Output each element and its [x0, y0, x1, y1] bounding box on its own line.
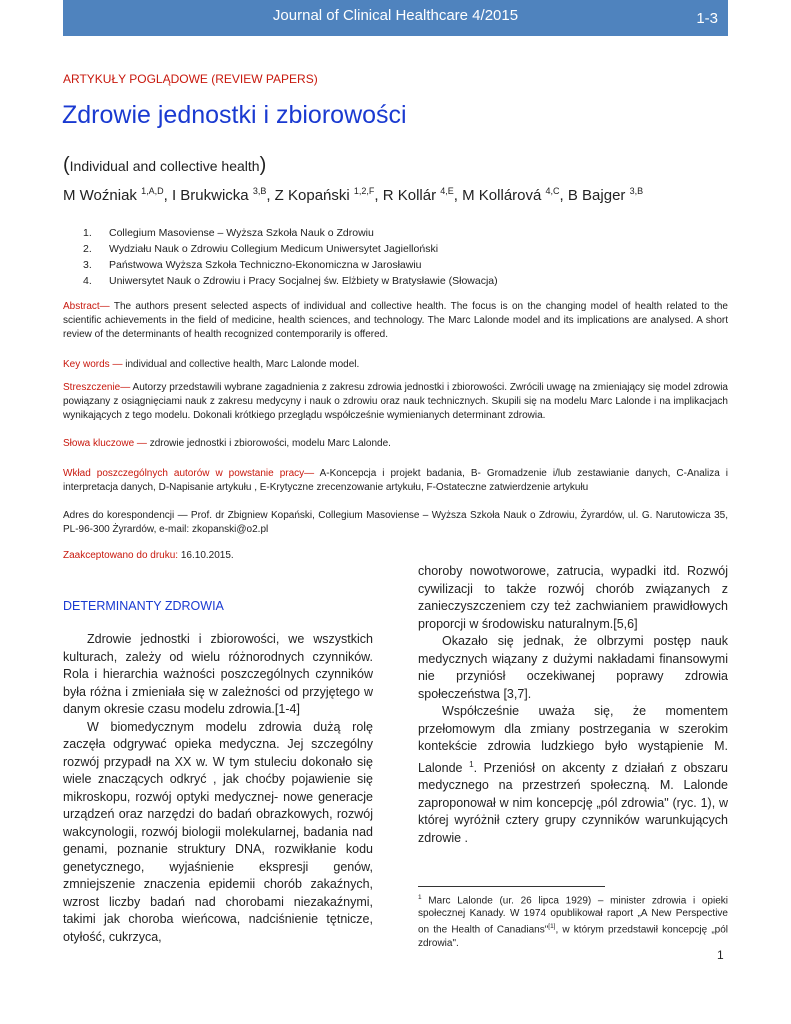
affiliation-item: 1. Collegium Masoviense – Wyższa Szkoła Nauk o Zdrowiu [83, 227, 374, 239]
page-range: 1-3 [696, 10, 718, 27]
author-list: M Woźniak $^{1,A,D}$, I Brukwicka $^{3,B}$, Z Kopański $^{1,2,F}$, R Kollár $^{4,E}$, M Kollárová $^{4,C}$, B Bajger $^{3,B}$ [63, 186, 644, 204]
abstract-label: Abstract— [63, 301, 110, 312]
affiliation-item: 2. Wydziału Nauk o Zdrowiu Collegium Medicum Uniwersytet Jagielloński [83, 243, 439, 255]
abstract [63, 300, 728, 342]
acceptance-label: Zaakceptowano do druku: [63, 550, 179, 561]
affiliation-item: 3. Państwowa Wyższa Szkoła Techniczno-Ekonomiczna w Jarosławiu [83, 259, 422, 271]
footnote: $^1$ Marc Lalonde (ur. 26 lipca 1929) – minister zdrowia i opieki społecznej Kanady. W 1974 opublikował raport „A New Perspective on the Health of Canadians"[1], w którym przedstawił koncepcję „pól zdrowia". [418, 894, 728, 949]
article-category: ARTYKUŁY POGLĄDOWE (REVIEW PAPERS) [63, 72, 318, 86]
page-number: 1 [717, 948, 724, 962]
contributions-label: Wkład poszczególnych autorów w powstanie pracy— [63, 468, 315, 479]
article-subtitle: (Individual and collective health) [63, 154, 267, 176]
author-name: M Woźniak [63, 187, 137, 204]
author-contributions [63, 467, 728, 495]
subtitle-text: Individual and collective health [69, 158, 260, 174]
author-affiliation: 3,B [629, 186, 644, 196]
acceptance-date [63, 549, 728, 563]
keywords-label: Key words — [63, 359, 123, 370]
author-name: B Bajger [567, 187, 626, 204]
polish-abstract [63, 381, 728, 423]
footnote-ref: 1 [469, 759, 474, 769]
author-name: I Brukwicka [171, 187, 249, 204]
footnote-separator [418, 886, 605, 887]
polish-keywords [63, 437, 728, 451]
author-name: R Kollár [382, 187, 437, 204]
keywords [63, 358, 728, 372]
affiliation-item: 4. Uniwersytet Nauk o Zdrowiu i Pracy Socjalnej św. Elżbiety w Bratysławie (Słowacja) [83, 275, 498, 287]
journal-header [63, 0, 728, 36]
polish-keywords-text: zdrowie jednostki i zbiorowości, modelu Marc Lalonde. [146, 438, 391, 449]
author-affiliation: 1,2,F [353, 186, 375, 196]
correspondence-address: Adres do korespondencji — Prof. dr Zbigniew Kopański, Collegium Masoviense – Wyższa Szkoła Nauk o Zdrowiu, Żyrardów, ul. G. Narutowicza 35, PL-96-300 Żyrardów, e-mail: zkopanski@o2.pl [63, 510, 728, 535]
body-paragraph: Okazało się jednak, że olbrzymi postęp nauk medycznych wiązany z dużymi nakładami finansowymi nie przyniósł oczekiwanej poprawy zdrowia społeczeństwa [3,7]. [418, 634, 728, 701]
left-column [63, 631, 373, 946]
polish-abstract-text: Autorzy przedstawili wybrane zagadnienia z zakresu zdrowia jednostki i zbiorowości. Zwrócili uwagę na zmieniający się model zdrowia powiązany z osiągnięciami nauk z zakresu medycyny i nauk o zdrowiu oraz nauk technicznych. Skupili się na modelu Marc Lalonde i na implikacjach wynikających z tego modelu. Dokonali krótkiego przeglądu współcześnie wymienianych determinant zdrowia. [63, 382, 728, 421]
contributions-text: A-Koncepcja i projekt badania, B- Gromadzenie i/lub zestawianie danych, C-Analiza i interpretacja danych, D-Napisanie artykułu , E-Krytyczne zrecenzowanie artykułu, F-Ostateczne zatwierdzenie artykułu [63, 468, 728, 493]
body-paragraph: Zdrowie jednostki i zbiorowości, we wszystkich kulturach, zależy od wielu różnorodnych czynników. Rola i hierarchia ważności poszczególnych czynników była różna i zmieniała się w zależności od przyjętego w danym okresie czasu modelu zdrowia.[1-4] [63, 632, 373, 716]
abstract-text: The authors present selected aspects of individual and collective health. The focus is on the changing model of health related to the scientific achievements in the field of medicine, health sciences, and technology. The Marc Lalonde model and its implications are analysed. A short review of the determinants of health recognized contemporarily is offered. [63, 301, 728, 340]
section-heading: DETERMINANTY ZDROWIA [63, 599, 224, 613]
footnote-mark: 1 [418, 894, 422, 901]
journal-title: Journal of Clinical Healthcare 4/2015 [272, 7, 519, 24]
body-paragraph: Współcześnie uważa się, że momentem przełomowym dla zmiany postrzegania w szerokim kontekście zdrowia ludzkiego było wystąpienie M. Lalonde $^1$. Przeniósł on akcenty z działań z obszaru medycznego na przestrzeń społeczną. M. Lalonde zaproponował w nim koncepcję „pól zdrowia" (ryc. 1), w której wyróżnił cztery grupy czynników warunkujących zdrowie . [418, 704, 728, 845]
polish-keywords-label: Słowa kluczowe — [63, 438, 147, 449]
author-affiliation: 3,B [252, 186, 267, 196]
footnote-citation: [1] [548, 923, 556, 931]
author-name: M Kollárová [462, 187, 542, 204]
body-paragraph: W biomedycznym modelu zdrowia dużą rolę zaczęła odgrywać opieka medyczna. Jej szczególny rozwój przypadł na XX w. W tym stuleciu dokonało się wiele znaczących odkryć , jak choćby pojawienie się mikroskopu, rozwój optyki medycznej- nowe generacje urządzeń oraz narzędzi do badań obrazkowych, rozwój wakcynologii, rozwój biologii molekularnej, badania nad genami, poznanie struktury DNA, rozwikłanie kodu genetycznego, wyjaśnienie ekspresji genów, zmniejszenie znaczenia epidemii chorób zakaźnych, wzrost liczby badań nad chorobami niezakaźnymi, takimi jak choroba wieńcowa, nadciśnienie tętnicze, otyłość, cukrzyca, [63, 719, 373, 944]
article-title: Zdrowie jednostki i zbiorowości [62, 101, 407, 129]
author-affiliation: 4,C [545, 186, 560, 196]
author-affiliation: 1,A,D [141, 186, 164, 196]
body-paragraph: choroby nowotworowe, zatrucia, wypadki itd. Rozwój cywilizacji to także rozwój chorób związanych z zanieczyszczeniem czy też zachwianiem prawidłowych proporcji w środowisku naturalnym.[5,6] [418, 564, 728, 631]
polish-abstract-label: Streszczenie— [63, 382, 131, 393]
author-affiliation: 4,E [440, 186, 454, 196]
keywords-text: individual and collective health, Marc Lalonde model. [122, 359, 360, 370]
acceptance-value: 16.10.2015. [178, 550, 234, 561]
right-column [418, 563, 728, 847]
author-name: Z Kopański [274, 187, 350, 204]
affiliation-list [83, 225, 498, 289]
